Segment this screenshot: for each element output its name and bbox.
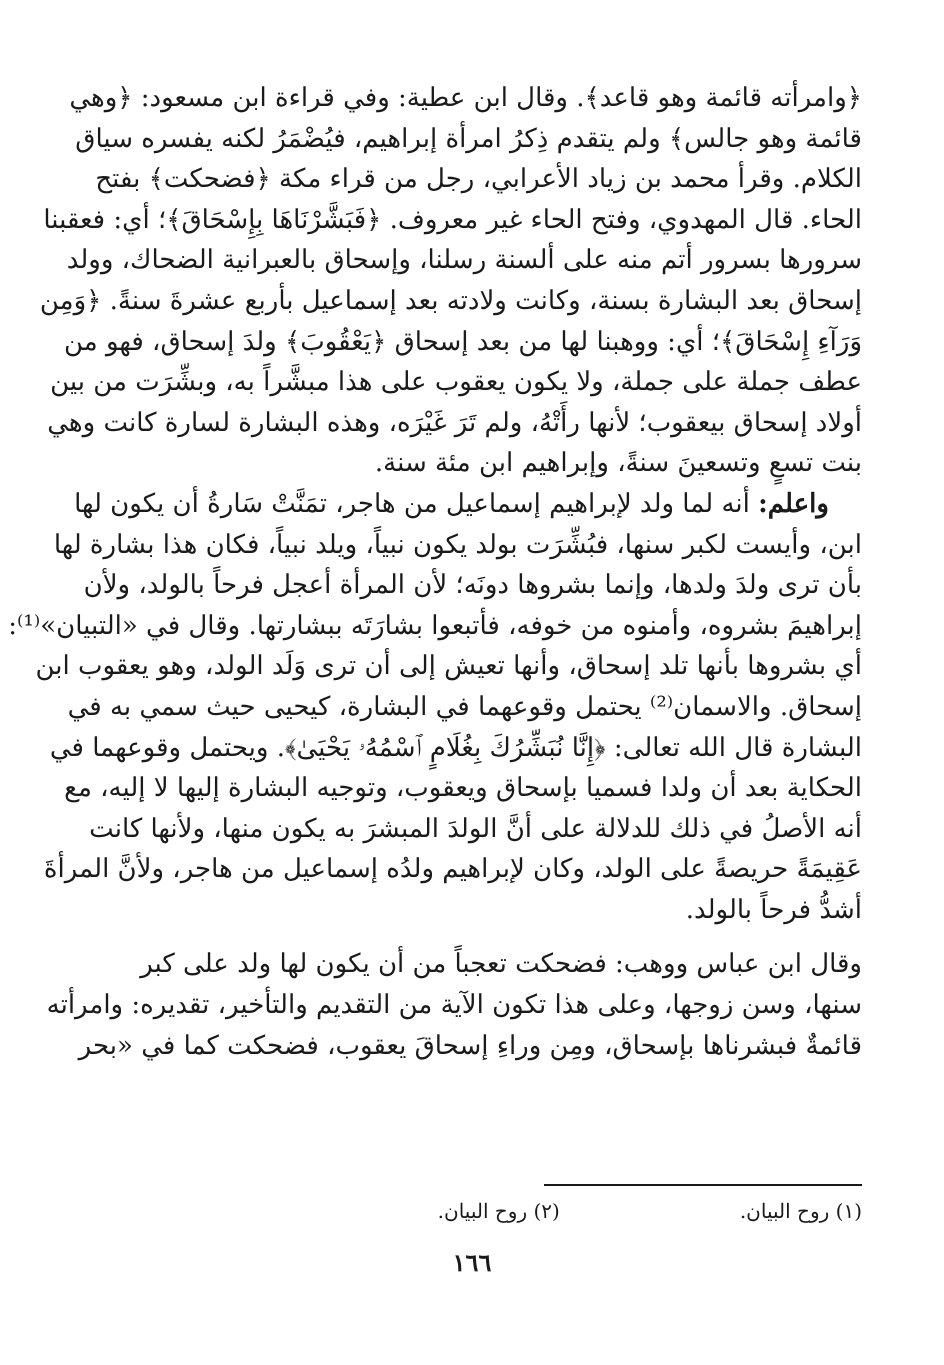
text-line: إسحاق. والاسمان⁽²⁾ يحتمل وقوعهما في البشارة، كيحيى حيث سمي به في (67, 691, 862, 722)
footnote-1: (١) روح البيان. (739, 1199, 862, 1223)
page-number: ١٦٦ (452, 1248, 492, 1277)
text-line: أولاد إسحاق بيعقوب؛ لأنها رأَتْهُ، ولم تَرَ غَيْرَه، وهذه البشارة لسارة كانت وهي (47, 407, 862, 438)
paragraph-lead: واعلم: (758, 488, 829, 519)
text-line: عَقِيمَةً حريصةً على الولد، وكان لإبراهيم ولدُه إسماعيل من هاجر، ولأنَّ المرأةَ (43, 854, 862, 885)
text-run: أنه لما ولد لإبراهيم إسماعيل من هاجر، تمَنَّتْ سَارةُ أن يكون لها (74, 488, 759, 519)
main-text (8, 78, 862, 1066)
footnotes (82, 1196, 862, 1226)
paragraph (46, 944, 862, 1066)
text-line: وَرَآءِ إِسْحَاقَ﴾؛ أي: ووهبنا لها من بعد إسحاق ﴿يَعْقُوبَ﴾ ولدَ إسحاق، فهو من (63, 326, 862, 357)
text-line: إبراهيمَ بشروه، وأمنوه من خوفه، فأتبعوا بشارَتَه ببشارتها. وقال في «التبيان»⁽¹⁾: (8, 610, 862, 641)
text-line: أشدُّ فرحاً بالولد. (685, 894, 862, 925)
footnote-2: (٢) روح البيان. (437, 1199, 560, 1223)
text-line: الحكاية بعد أن ولدا فسميا بإسحاق ويعقوب، وتوجيه البشارة إليها لا إليه، مع (64, 773, 862, 804)
text-line: عطف جملة على جملة، ولا يكون يعقوب على هذا مبشَّراً به، وبشِّرَت من بين (50, 367, 862, 398)
text-line: الحاء. قال المهدوي، وفتح الحاء غير معروف. ﴿فَبَشَّرْنَاهَا بِإِسْحَاقَ﴾؛ أي: فعقبنا (43, 204, 862, 235)
text-line: سرورها بسرور أتم منه على ألسنة رسلنا، وإسحاق بالعبرانية الضحاك، وولد (66, 245, 862, 276)
text-line: وقال ابن عباس ووهب: فضحكت تعجباً من أن يكون لها ولد على كبر (140, 949, 862, 980)
text-line: أنه الأصلُ في ذلك للدلالة على أنَّ الولدَ المبشرَ به يكون منها، ولأنها كانت (89, 813, 862, 844)
paragraph-gap (82, 930, 862, 944)
text-line: الكلام. وقرأ محمد بن زياد الأعرابي، رجل من قراء مكة ﴿فضحكت﴾ بفتح (95, 164, 862, 195)
footnote-divider (544, 1184, 862, 1186)
text-line: سنها، وسن زوجها، وعلى هذا تكون الآية من التقديم والتأخير، تقديره: وامرأته (46, 990, 862, 1021)
text-line: ﴿وامرأته قائمة وهو قاعد﴾. وقال ابن عطية: وفي قراءة ابن مسعود: ﴿وهي (69, 83, 862, 113)
text-line: قائمةٌ فبشرناها بإسحاق، ومِن وراءِ إسحاقَ يعقوب، فضحكت كما في «بحر (78, 1030, 862, 1061)
text-line: البشارة قال الله تعالى: ﴿إِنَّا نُبَشِّرُكَ بِغُلَامٍ ٱسْمُهُۥ يَحْيَىٰ﴾. ويحتمل وقوعهما في (49, 732, 862, 763)
text-line: بأن ترى ولدَ ولدها، وإنما بشروها دونَه؛ لأن المرأة أعجل فرحاً بالولد، ولأن (83, 570, 862, 601)
text-line: إسحاق بعد البشارة بسنة، وكانت ولادته بعد إسماعيل بأربع عشرةَ سنةً. ﴿وَمِن (39, 285, 862, 316)
text-line: أي بشروها بأنها تلد إسحاق، وأنها تعيش إلى أن ترى وَلَد الولد، وهو يعقوب ابن (35, 651, 862, 682)
text-line: قائمة وهو جالس﴾ ولم يتقدم ذِكرُ امرأة إبراهيم، فيُضْمَرُ لكنه يفسره سياق (75, 123, 862, 154)
text-line (74, 484, 862, 525)
text-line: ابن، وأيست لكبر سنها، فبُشِّرَت بولد يكون نبياً، ويلد نبياً، فكان هذا بشارة لها (53, 529, 862, 560)
paragraph (39, 78, 862, 484)
paragraph (8, 484, 862, 931)
text-line: بنت تسعٍ وتسعينَ سنةً، وإبراهيم ابن مئة سنة. (374, 448, 862, 479)
